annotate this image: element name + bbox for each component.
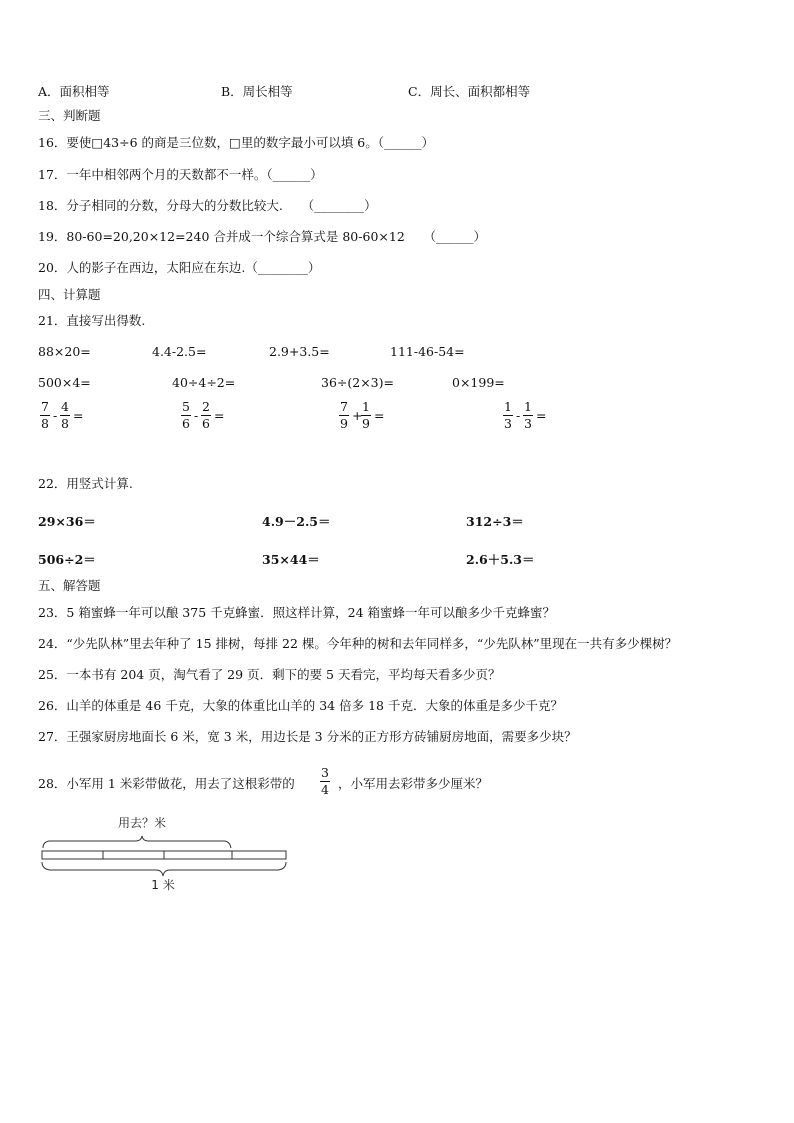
equals-sign: = — [374, 408, 385, 423]
question-28-text-end: ，小军用去彩带多少厘米？ — [338, 776, 489, 791]
operator: - — [53, 408, 58, 423]
ribbon-diagram — [36, 812, 296, 894]
operator: + — [352, 408, 363, 423]
equals-sign: = — [536, 408, 547, 423]
question-20: 20．人的影子在西边，太阳应在东边.（________） — [38, 260, 321, 275]
fraction: 5 6 — [182, 399, 190, 431]
fraction-three-quarters: 3 4 — [321, 765, 329, 797]
top-brace — [43, 836, 231, 848]
fraction: 1 9 — [362, 399, 370, 431]
question-26: 26．山羊的体重是 46 千克，大象的体重比山羊的 34 倍多 18 千克．大象的体重是多少千克？ — [38, 698, 563, 713]
section-title-calculation: 四、计算题 — [38, 287, 101, 302]
question-23: 23．5 箱蜜蜂一年可以酿 375 千克蜂蜜．照这样计算，24 箱蜜蜂一年可以酿多少千克蜂蜜？ — [38, 605, 556, 620]
question-25: 25．一本书有 204 页，淘气看了 29 页．剩下的要 5 天看完，平均每天看多少页？ — [38, 667, 501, 682]
calc-item: 29×36＝ — [38, 514, 96, 529]
question-22: 22．用竖式计算. — [38, 476, 133, 491]
question-28-text: 28．小军用 1 米彩带做花，用去了这根彩带的 — [38, 776, 295, 791]
question-24: 24．“少先队林”里去年种了 15 排树，每排 22 棵。今年种的树和去年同样多，“少先队林”里现在一共有多少棵树？ — [38, 636, 678, 651]
diagram-bottom-label: 1 米 — [151, 878, 175, 892]
calc-item: 2.6＋5.3＝ — [466, 552, 535, 567]
calc-item: 500×4= — [38, 375, 91, 390]
fraction: 1 3 — [504, 399, 512, 431]
fraction: 2 6 — [202, 399, 210, 431]
calc-item: 2.9+3.5= — [269, 344, 330, 359]
diagram-top-label: 用去？米 — [117, 816, 167, 830]
equals-sign: = — [73, 408, 84, 423]
section-title-judgment: 三、判断题 — [38, 108, 101, 123]
calc-item: 88×20= — [38, 344, 91, 359]
question-17: 17．一年中相邻两个月的天数都不一样。（______） — [38, 167, 323, 182]
option-b: B．周长相等 — [221, 84, 293, 99]
calc-item: 312÷3＝ — [466, 514, 524, 529]
fraction: 7 9 — [340, 399, 348, 431]
calc-item: 4.9－2.5＝ — [262, 514, 331, 529]
section-title-answer: 五、解答题 — [38, 578, 101, 593]
equals-sign: = — [214, 408, 225, 423]
question-27: 27．王强家厨房地面长 6 米，宽 3 米，用边长是 3 分米的正方形方砖铺厨房地面，需要多少块？ — [38, 729, 577, 744]
calc-item: 4.4-2.5= — [152, 344, 207, 359]
operator: - — [194, 408, 199, 423]
fraction: 4 8 — [61, 399, 69, 431]
calc-item: 40÷4÷2= — [172, 375, 236, 390]
fraction: 1 3 — [524, 399, 532, 431]
calc-item: 36÷(2×3)= — [321, 375, 394, 390]
calc-item: 35×44＝ — [262, 552, 320, 567]
fraction: 7 8 — [41, 399, 49, 431]
question-16: 16．要使□43÷6 的商是三位数，□里的数字最小可以填 6。（______） — [38, 135, 435, 150]
question-18: 18．分子相同的分数，分母大的分数比较大. （________） — [38, 198, 377, 213]
operator: - — [516, 408, 521, 423]
option-c: C．周长、面积都相等 — [408, 84, 531, 99]
question-19: 19．80-60=20,20×12=240 合并成一个综合算式是 80-60×12 （______） — [38, 229, 487, 244]
calc-item: 111-46-54= — [390, 344, 465, 359]
question-21: 21．直接写出得数. — [38, 313, 146, 328]
calc-item: 0×199= — [452, 375, 505, 390]
option-a: A．面积相等 — [38, 84, 110, 99]
bottom-brace — [42, 862, 286, 876]
calc-item: 506÷2＝ — [38, 552, 96, 567]
